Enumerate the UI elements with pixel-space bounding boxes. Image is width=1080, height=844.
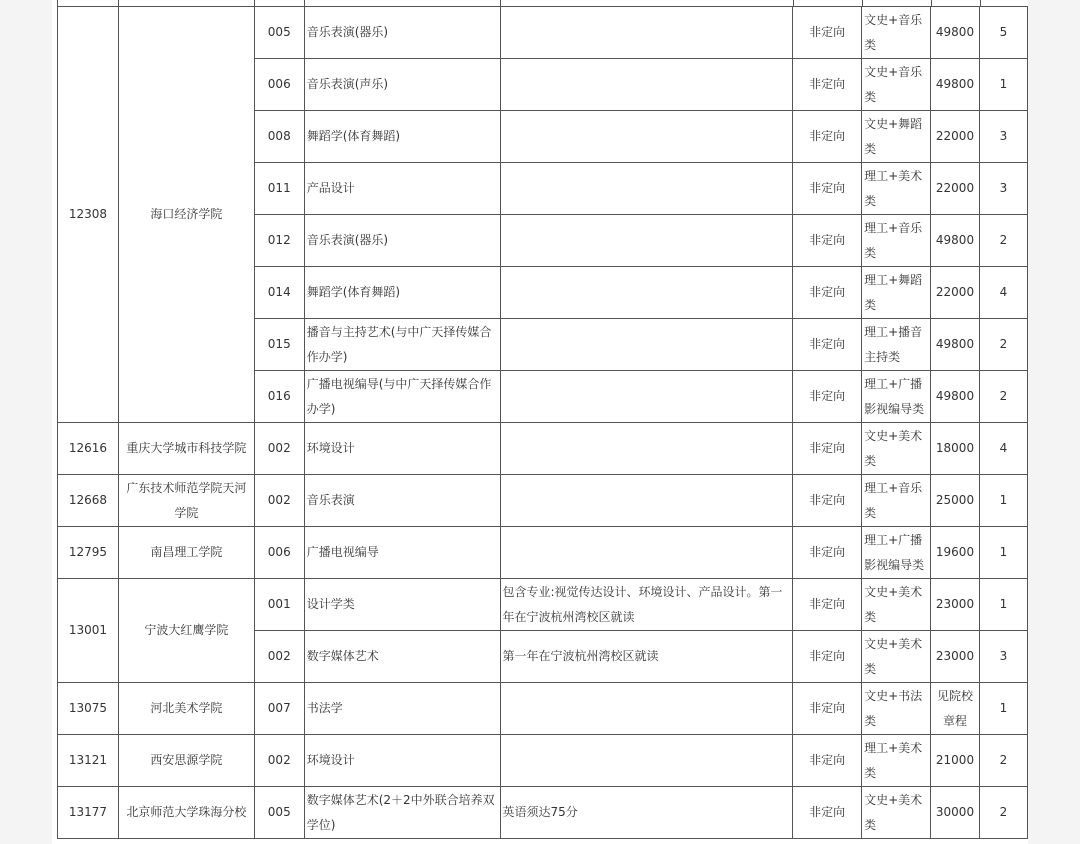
tuition-fee: 49800 [931, 7, 980, 59]
school-code: 12308 [58, 7, 119, 423]
school-name: 重庆大学城市科技学院 [118, 423, 254, 475]
school-code: 12616 [58, 423, 119, 475]
table-row [58, 579, 1028, 631]
tuition-fee: 49800 [931, 59, 980, 111]
major-note [500, 319, 793, 371]
major-name: 环境设计 [304, 423, 500, 475]
major-code: 016 [254, 371, 304, 423]
subject-category: 理工+广播影视编导类 [862, 527, 931, 579]
plan-count: 4 [979, 267, 1027, 319]
tuition-fee: 18000 [931, 423, 980, 475]
tuition-fee: 30000 [931, 787, 980, 839]
table-row [58, 527, 1028, 579]
major-code: 002 [254, 475, 304, 527]
subject-category: 文史+书法类 [862, 683, 931, 735]
major-note [500, 423, 793, 475]
tuition-fee: 22000 [931, 267, 980, 319]
enrollment-type: 非定向 [793, 631, 862, 683]
plan-count: 3 [979, 111, 1027, 163]
tuition-fee: 19600 [931, 527, 980, 579]
major-code: 006 [254, 527, 304, 579]
plan-count: 1 [979, 579, 1027, 631]
major-code: 007 [254, 683, 304, 735]
subject-category: 理工+音乐类 [862, 475, 931, 527]
major-note [500, 267, 793, 319]
major-note: 英语须达75分 [500, 787, 793, 839]
major-name: 设计学类 [304, 579, 500, 631]
tuition-fee: 49800 [931, 215, 980, 267]
tuition-fee: 21000 [931, 735, 980, 787]
school-code: 13177 [58, 787, 119, 839]
major-note: 第一年在宁波杭州湾校区就读 [500, 631, 793, 683]
document-page [52, 0, 1028, 844]
major-code: 008 [254, 111, 304, 163]
enrollment-type: 非定向 [793, 423, 862, 475]
major-code: 005 [254, 7, 304, 59]
major-note [500, 59, 793, 111]
major-note [500, 111, 793, 163]
subject-category: 理工+舞蹈类 [862, 267, 931, 319]
tuition-fee: 23000 [931, 631, 980, 683]
major-note [500, 735, 793, 787]
school-code: 13121 [58, 735, 119, 787]
enrollment-type: 非定向 [793, 267, 862, 319]
major-note [500, 7, 793, 59]
major-code: 002 [254, 423, 304, 475]
enrollment-type: 非定向 [793, 371, 862, 423]
major-note [500, 683, 793, 735]
subject-category: 文史+音乐类 [862, 7, 931, 59]
plan-count: 2 [979, 319, 1027, 371]
subject-category: 理工+美术类 [862, 163, 931, 215]
tuition-fee: 25000 [931, 475, 980, 527]
school-code: 12795 [58, 527, 119, 579]
major-code: 011 [254, 163, 304, 215]
tuition-fee: 49800 [931, 371, 980, 423]
major-code: 002 [254, 631, 304, 683]
major-code: 015 [254, 319, 304, 371]
major-name: 音乐表演(器乐) [304, 215, 500, 267]
major-code: 006 [254, 59, 304, 111]
enrollment-type: 非定向 [793, 111, 862, 163]
major-note [500, 215, 793, 267]
major-name: 广播电视编导 [304, 527, 500, 579]
major-name: 音乐表演 [304, 475, 500, 527]
subject-category: 文史+美术类 [862, 579, 931, 631]
major-name: 广播电视编导(与中广天择传媒合作办学) [304, 371, 500, 423]
plan-count: 1 [979, 59, 1027, 111]
school-code: 13001 [58, 579, 119, 683]
major-name: 舞蹈学(体育舞蹈) [304, 267, 500, 319]
major-note [500, 475, 793, 527]
major-name: 环境设计 [304, 735, 500, 787]
tuition-fee: 见院校章程 [931, 683, 980, 735]
tuition-fee: 49800 [931, 319, 980, 371]
school-name: 宁波大红鹰学院 [118, 579, 254, 683]
major-code: 014 [254, 267, 304, 319]
subject-category: 理工+美术类 [862, 735, 931, 787]
subject-category: 文史+美术类 [862, 787, 931, 839]
enrollment-type: 非定向 [793, 579, 862, 631]
school-name: 河北美术学院 [118, 683, 254, 735]
school-name: 北京师范大学珠海分校 [118, 787, 254, 839]
table-row [58, 735, 1028, 787]
major-code: 001 [254, 579, 304, 631]
tuition-fee: 22000 [931, 111, 980, 163]
table-row [58, 423, 1028, 475]
enrollment-type: 非定向 [793, 59, 862, 111]
enrollment-type: 非定向 [793, 735, 862, 787]
subject-category: 理工+播音主持类 [862, 319, 931, 371]
major-name: 舞蹈学(体育舞蹈) [304, 111, 500, 163]
plan-count: 1 [979, 475, 1027, 527]
tuition-fee: 22000 [931, 163, 980, 215]
enrollment-type: 非定向 [793, 163, 862, 215]
major-note [500, 371, 793, 423]
enrollment-type: 非定向 [793, 527, 862, 579]
major-name: 数字媒体艺术(2＋2中外联合培养双学位) [304, 787, 500, 839]
subject-category: 文史+美术类 [862, 423, 931, 475]
major-name: 数字媒体艺术 [304, 631, 500, 683]
major-note [500, 163, 793, 215]
table-row [58, 475, 1028, 527]
plan-count: 2 [979, 371, 1027, 423]
subject-category: 文史+音乐类 [862, 59, 931, 111]
plan-count: 5 [979, 7, 1027, 59]
plan-count: 4 [979, 423, 1027, 475]
major-code: 005 [254, 787, 304, 839]
plan-count: 2 [979, 215, 1027, 267]
major-note: 包含专业:视觉传达设计、环境设计、产品设计。第一年在宁波杭州湾校区就读 [500, 579, 793, 631]
major-note [500, 527, 793, 579]
plan-count: 1 [979, 683, 1027, 735]
school-name: 海口经济学院 [118, 7, 254, 423]
school-name: 西安思源学院 [118, 735, 254, 787]
enrollment-type: 非定向 [793, 787, 862, 839]
plan-count: 1 [979, 527, 1027, 579]
table-row [58, 7, 1028, 59]
subject-category: 理工+广播影视编导类 [862, 371, 931, 423]
major-name: 音乐表演(声乐) [304, 59, 500, 111]
subject-category: 理工+音乐类 [862, 215, 931, 267]
enrollment-type: 非定向 [793, 215, 862, 267]
enrollment-type: 非定向 [793, 7, 862, 59]
enrollment-plan-table [57, 6, 1028, 839]
subject-category: 文史+美术类 [862, 631, 931, 683]
table-row [58, 683, 1028, 735]
table-body [58, 7, 1028, 839]
table-row [58, 787, 1028, 839]
major-name: 播音与主持艺术(与中广天择传媒合作办学) [304, 319, 500, 371]
school-code: 13075 [58, 683, 119, 735]
major-code: 012 [254, 215, 304, 267]
plan-count: 3 [979, 631, 1027, 683]
school-name: 南昌理工学院 [118, 527, 254, 579]
subject-category: 文史+舞蹈类 [862, 111, 931, 163]
plan-count: 2 [979, 735, 1027, 787]
school-code: 12668 [58, 475, 119, 527]
enrollment-type: 非定向 [793, 319, 862, 371]
major-name: 音乐表演(器乐) [304, 7, 500, 59]
tuition-fee: 23000 [931, 579, 980, 631]
enrollment-type: 非定向 [793, 683, 862, 735]
plan-count: 3 [979, 163, 1027, 215]
major-name: 书法学 [304, 683, 500, 735]
plan-count: 2 [979, 787, 1027, 839]
major-name: 产品设计 [304, 163, 500, 215]
enrollment-type: 非定向 [793, 475, 862, 527]
major-code: 002 [254, 735, 304, 787]
school-name: 广东技术师范学院天河学院 [118, 475, 254, 527]
